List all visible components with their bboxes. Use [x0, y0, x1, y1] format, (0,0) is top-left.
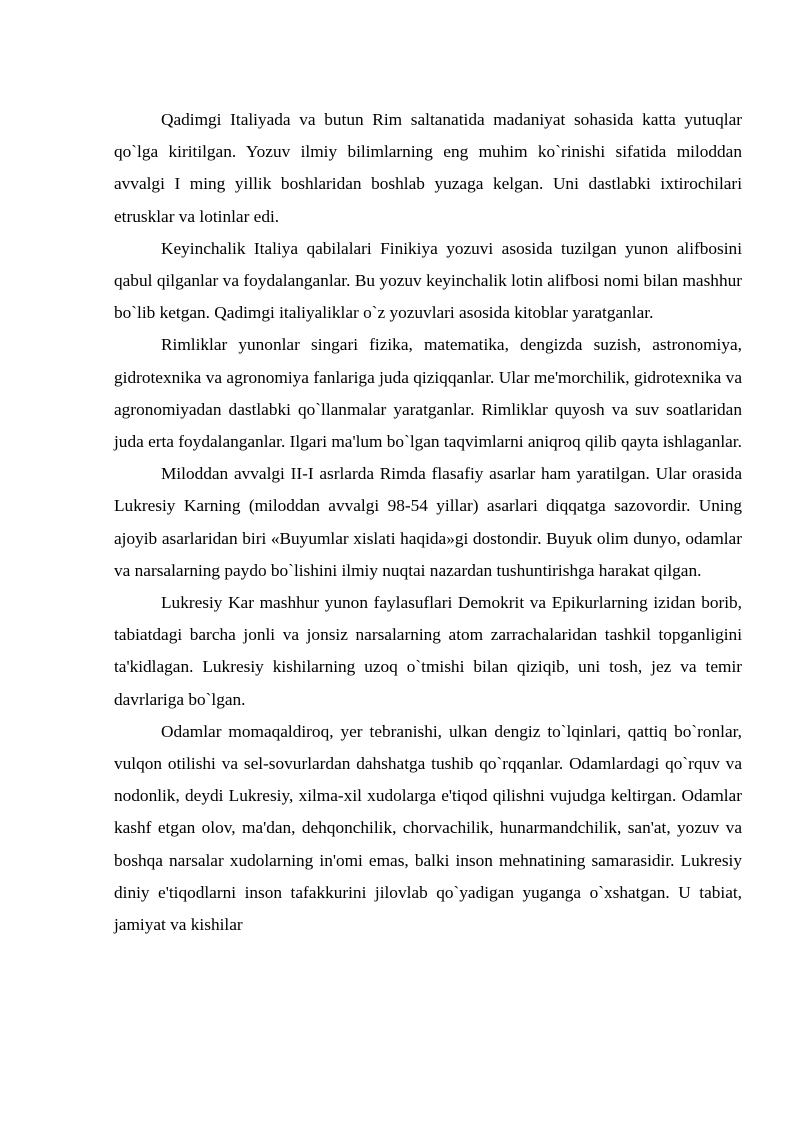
- paragraph: Rimliklar yunonlar singari fizika, matematika, dengizda suzish, astronomiya, gidrotexnika va agronomiya fanlariga juda qiziqqanlar. Ular me'morchilik, gidrotexnika va agronomiyadan dastlabki qo`llanmalar yaratganlar. Rimliklar quyosh va suv soatlaridan juda erta foydalanganlar. Ilgari ma'lum bo`lgan taqvimlarni aniqroq qilib qayta ishlaganlar.: [114, 335, 742, 452]
- paragraph: Qadimgi Italiyada va butun Rim saltanatida madaniyat sohasida katta yutuqlar qo`lga kiritilgan. Yozuv ilmiy bilimlarning eng muhim ko`rinishi sifatida miloddan avvalgi I ming yillik boshlaridan boshlab yuzaga kelgan. Uni dastlabki ixtirochilari etrusklar va lotinlar edi.: [114, 110, 742, 226]
- document-page: [114, 104, 742, 941]
- paragraph: Odamlar momaqaldiroq, yer tebranishi, ulkan dengiz to`lqinlari, qattiq bo`ronlar, vulqon otilishi va sel-sovurlardan dahshatga tushib qo`rqqanlar. Odamlardagi qo`rquv va nodonlik, deydi Lukresiy, xilma-xil xudolarga e'tiqod qilishni vujudga keltirgan. Odamlar kashf etgan olov, ma'dan, dehqonchilik, chorvachilik, hunarmandchilik, san'at, yozuv va boshqa narsalar xudolarning in'omi emas, balki inson mehnatining samarasidir. Lukresiy diniy e'tiqodlarni inson tafakkurini jilovlab qo`yadigan yuganga o`xshatgan. U tabiat, jamiyat va kishilar: [114, 721, 742, 935]
- paragraph: Lukresiy Kar mashhur yunon faylasuflari Demokrit va Epikurlarning izidan borib, tabiatdagi barcha jonli va jonsiz narsalarning atom zarrachalaridan tashkil topganligini ta'kidlagan. Lukresiy kishilarning uzoq o`tmishi bilan qiziqib, uni tosh, jez va temir davrlariga bo`lgan.: [114, 593, 742, 709]
- paragraph: Keyinchalik Italiya qabilalari Finikiya yozuvi asosida tuzilgan yunon alifbosini qabul qilganlar va foydalanganlar. Bu yozuv keyinchalik lotin alifbosi nomi bilan mashhur bo`lib ketgan. Qadimgi italiyaliklar o`z yozuvlari asosida kitoblar yaratganlar.: [114, 238, 742, 323]
- paragraph: Miloddan avvalgi II-I asrlarda Rimda flasafiy asarlar ham yaratilgan. Ular orasida Lukresiy Karning (miloddan avvalgi 98-54 yillar) asarlari diqqatga sazovordir. Uning ajoyib asarlaridan biri «Buyumlar xislati haqida»gi dostondir. Buyuk olim dunyo, odamlar va narsalarning paydo bo`lishini ilmiy nuqtai nazardan tushuntirishga harakat qilgan.: [114, 464, 742, 580]
